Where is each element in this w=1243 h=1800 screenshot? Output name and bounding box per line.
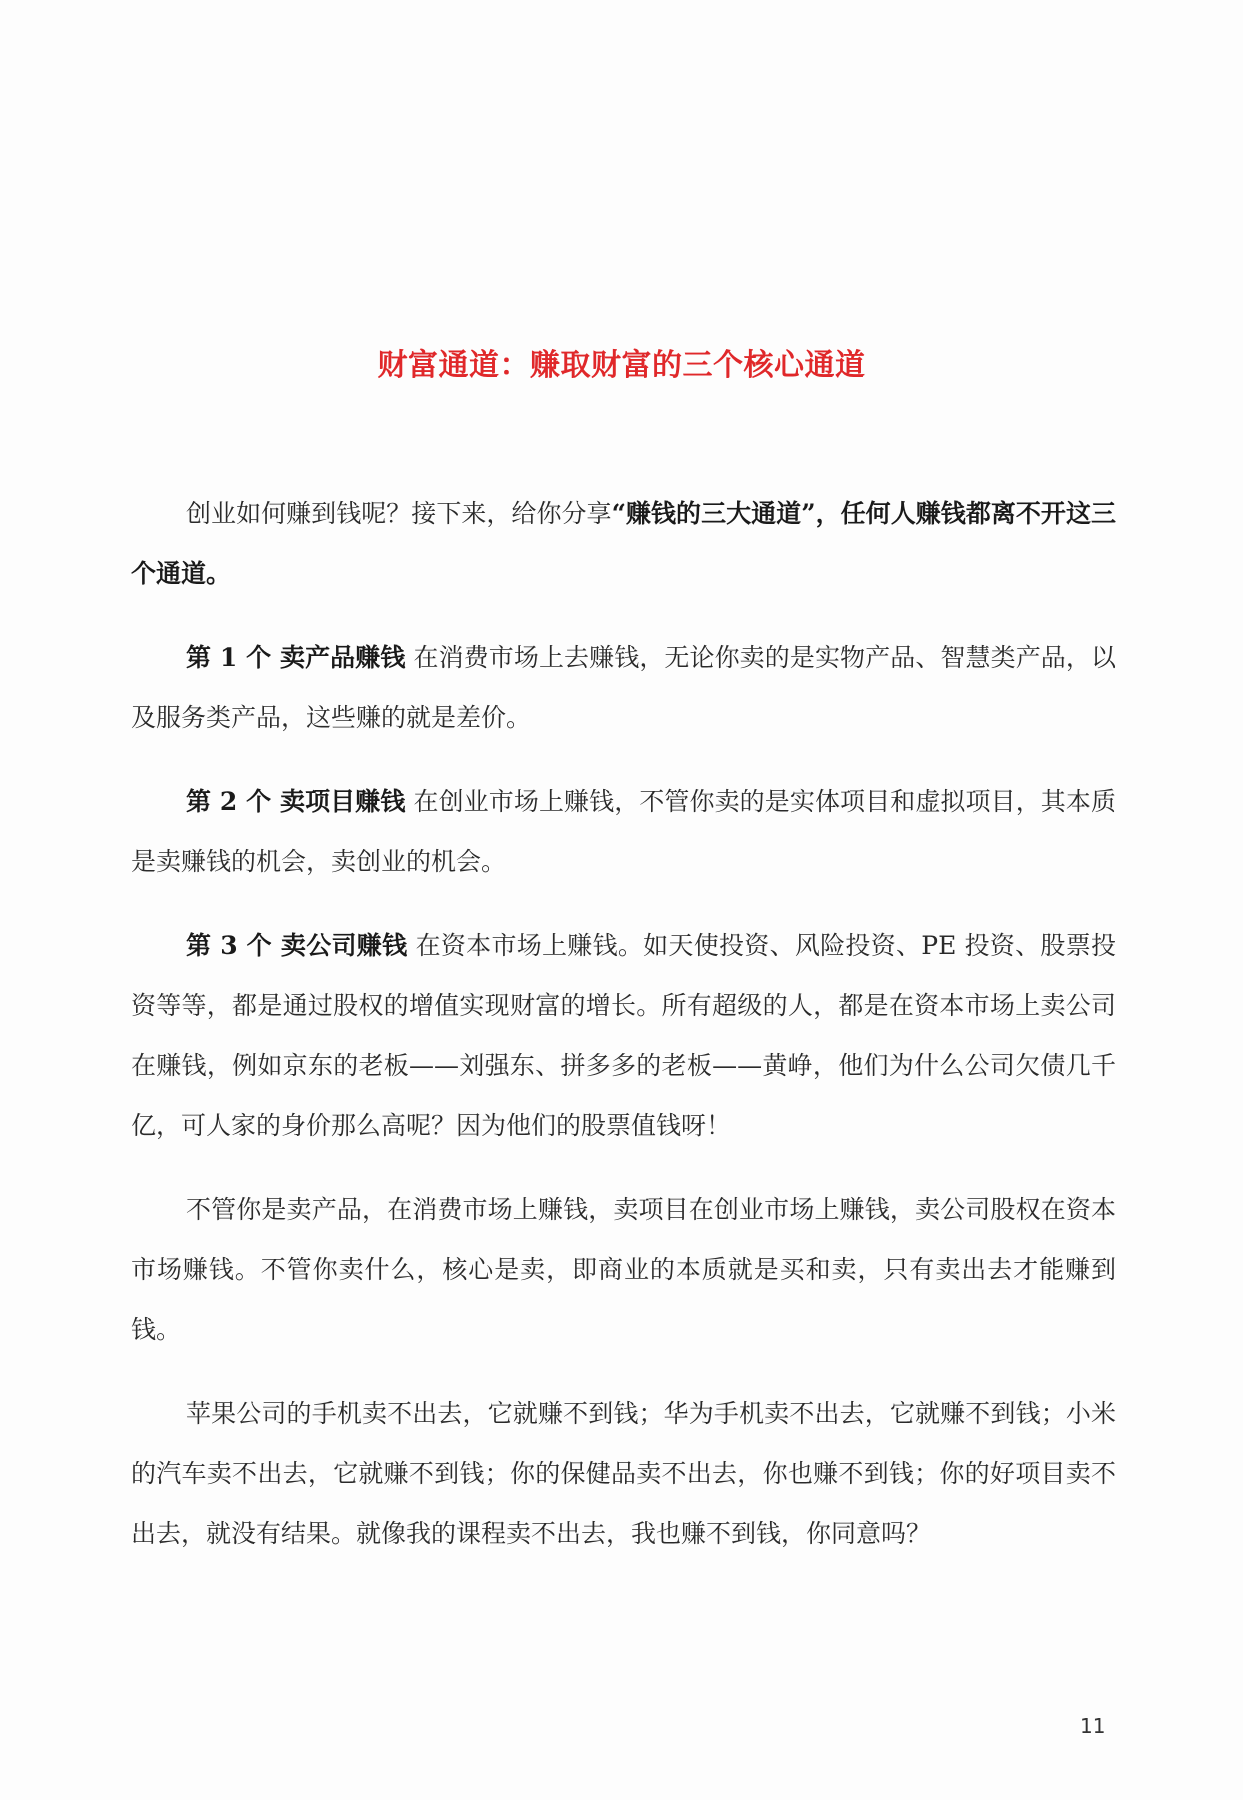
summary-paragraph: 不管你是卖产品，在消费市场上赚钱，卖项目在创业市场上赚钱，卖公司股权在资本市场赚钱。不管你卖什么，核心是卖，即商业的本质就是买和卖，只有卖出去才能赚到钱。	[131, 1195, 1116, 1344]
examples-paragraph: 苹果公司的手机卖不出去，它就赚不到钱；华为手机卖不出去，它就赚不到钱；小米的汽车卖不出去，它就赚不到钱；你的保健品卖不出去，你也赚不到钱；你的好项目卖不出去，就没有结果。就像我的课程卖不出去，我也赚不到钱，你同意吗？	[131, 1399, 1116, 1548]
intro-paragraph	[131, 484, 1116, 604]
channel-3-text: 在资本市场上赚钱。如天使投资、风险投资、PE 投资、股票投资等等，都是通过股权的增值实现财富的增长。所有超级的人，都是在资本市场上卖公司在赚钱，例如京东的老板——刘强东、拼多多的老板——黄峥，他们为什么公司欠债几千亿，可人家的身价那么高呢？因为他们的股票值钱呀！	[131, 931, 1116, 1140]
channel-3-label: 第 3 个 卖公司赚钱	[186, 931, 408, 960]
channel-2-paragraph	[131, 772, 1116, 892]
page-number: 11	[1080, 1714, 1106, 1738]
body-text	[131, 484, 1116, 1588]
channel-1-text: 在消费市场上去赚钱，无论你卖的是实物产品、智慧类产品，以及服务类产品，这些赚的就是差价。	[131, 643, 1116, 732]
channel-2-text: 在创业市场上赚钱，不管你卖的是实体项目和虚拟项目，其本质是卖赚钱的机会，卖创业的机会。	[131, 787, 1116, 876]
channel-2-label: 第 2 个 卖项目赚钱	[186, 787, 406, 816]
intro-text: 创业如何赚到钱呢？接下来，给你分享	[186, 499, 612, 528]
page-title: 财富通道：赚取财富的三个核心通道	[377, 348, 866, 383]
channel-3-paragraph	[131, 916, 1116, 1156]
channel-1-label: 第 1 个 卖产品赚钱	[186, 643, 406, 672]
intro-emphasis: “赚钱的三大通道”，任何人赚钱都离不开这三个通道。	[131, 499, 1116, 588]
channel-1-paragraph	[131, 628, 1116, 748]
